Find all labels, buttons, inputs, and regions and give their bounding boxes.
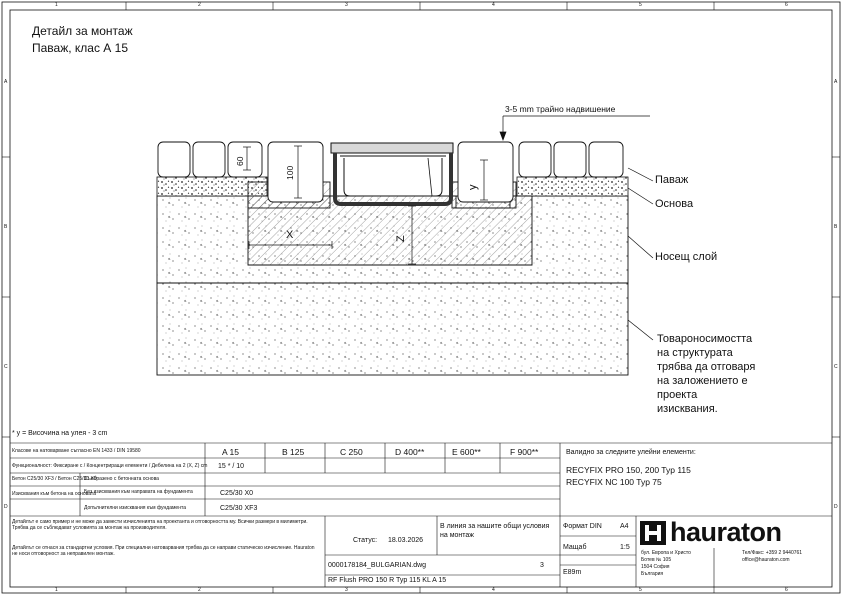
grid-col-1-bottom: 1 [55,587,58,593]
base-callout: Основа [655,198,694,210]
grid-row-b-right: B [834,224,838,230]
grid-col-1: 1 [55,2,58,8]
class-c250: C 250 [340,447,363,457]
dim-y: y [467,184,479,190]
dim-x: X [286,229,294,241]
address-2: Ботев № 105 [641,557,672,563]
class-b125: B 125 [282,447,305,457]
format-label: Формат DIN [563,523,602,530]
drawing-code: E89m [563,569,582,576]
paving-callout: Паваж [655,174,689,186]
address-1: бул. Европа и Христо [641,550,691,556]
grid-col-3: 3 [345,2,348,8]
grid-row-a: A [4,79,8,85]
grid-col-3-bottom: 3 [345,587,348,593]
brand-name: hauraton [670,517,782,547]
disclaimer-1: Детайлът е само пример и не може да замести изчисленията на проектанта и отговорността му. Всички размери в милиметри. Трябва да се съблюдават условията за монтаж на производителя. [12,519,308,531]
status-label: Статус: [353,537,378,544]
dim-60: 60 [235,156,245,166]
grid-row-c: C [4,364,8,370]
concrete-label-2: Изисквания към бетона на основата [12,491,96,497]
contact-phone: Тел/Факс: +359 2 9440761 [742,550,803,556]
dim-z: Z [395,235,407,242]
footnote: * y = Височина на улея - 3 cm [12,430,108,437]
file-name: 0000178184_BULGARIAN.dwg [328,562,427,569]
bearing-callout: Носещ слой [655,251,718,263]
product-name: RF Flush PRO 150 R Typ 115 KL A 15 [328,577,447,584]
grid-col-6-bottom: 6 [785,587,788,593]
drawing-title: Детайл за монтаж [32,24,133,38]
disclaimer-2: Детайлът се отнася за стандартни условия. При специални натоварвания трябва да се направи статическо изчисление. Hauraton не носи отговорност за неправилен монтаж. [12,545,315,557]
concrete-sub-3: Допълнителни изисквания към фундамента [84,505,186,511]
grid-col-2-bottom: 2 [198,587,201,593]
in-line-note: В линия за нашите общи условия на монтаж [440,523,550,539]
load-note-6: изисквания. [657,403,718,415]
concrete-value-1: C25/30 X0 [220,490,254,497]
valid-item-1: RECYFIX PRO 150, 200 Typ 115 [566,465,691,475]
load-note-4: на заложението е [657,375,748,387]
grid-col-2: 2 [198,2,201,8]
concrete-sub-2: Без изисквания към направата на фундамента [84,489,193,495]
grid-col-4-bottom: 4 [492,587,495,593]
address-3: 1504 София [641,564,670,570]
grid-col-6: 6 [785,2,788,8]
class-d400: D 400** [395,447,425,457]
class-label: Класове на натоварване съгласно EN 1433 / DIN 19580 [12,448,141,454]
grid-row-b: B [4,224,8,230]
scale-value: 1:5 [620,544,630,551]
concrete-sub-1: Съобразено с бетонната основа [84,476,159,482]
class-e600: E 600** [452,447,481,457]
load-note-5: проекта [657,389,698,401]
load-note-3: трябва да отговаря [657,361,756,373]
function-label: Функционалност: Фиксиране с / Концентриращи елементи / Дебелина на 2 (Х, Z) cm [12,463,208,469]
dim-100: 100 [285,165,295,180]
class-a15: A 15 [222,447,240,457]
grid-col-4: 4 [492,2,495,8]
class-f900: F 900** [510,447,539,457]
hauraton-logo-mark [640,521,666,545]
load-note-2: на структурата [657,347,733,359]
function-value: 15 * / 10 [218,463,245,470]
grid-row-a-right: A [834,79,838,85]
valid-item-2: RECYFIX NC 100 Typ 75 [566,477,662,487]
date: 18.03.2026 [388,537,424,544]
drawing-subtitle: Паваж, клас А 15 [32,41,128,55]
contact-email: office@hauraton.com [742,557,790,563]
elevation-callout: 3-5 mm трайно надвишение [505,104,616,114]
valid-label: Валидно за следните улейни елементи: [566,449,696,456]
sheet-number: 3 [540,562,544,569]
address-4: България [641,571,664,577]
grid-col-5: 5 [639,2,642,8]
scale-label: Мащаб [563,544,587,551]
grid-row-c-right: C [834,364,838,370]
concrete-value-2: C25/30 XF3 [220,505,258,512]
grid-row-d: D [4,504,8,510]
concrete-label-1: Бетон C25/30 XF3 / Бетон C25/30 X0 [12,476,97,482]
format-value: A4 [620,523,629,530]
load-note-1: Товароносимостта [657,333,753,345]
grid-row-d-right: D [834,504,838,510]
grid-col-5-bottom: 5 [639,587,642,593]
